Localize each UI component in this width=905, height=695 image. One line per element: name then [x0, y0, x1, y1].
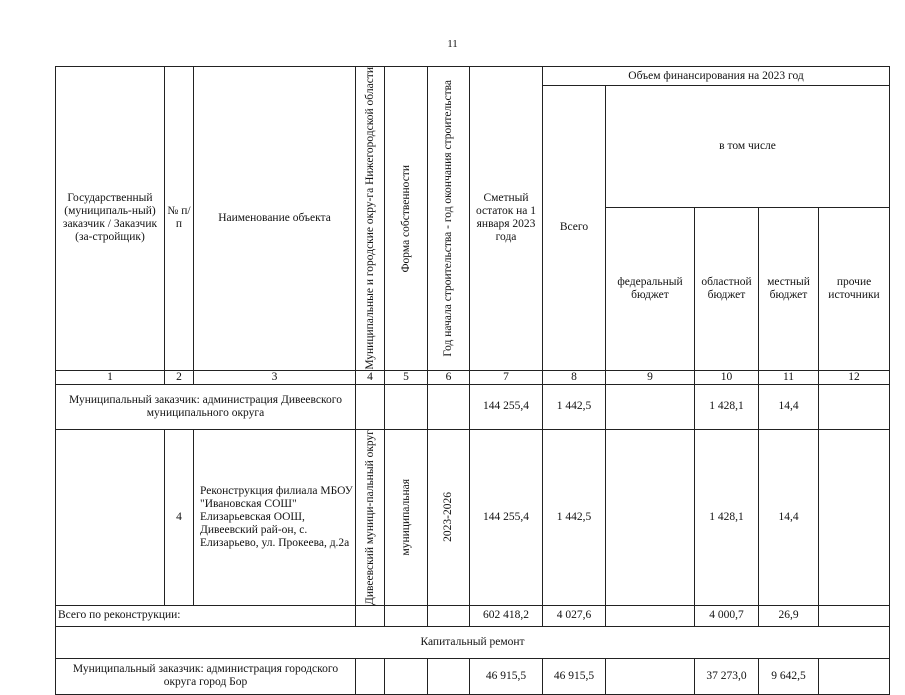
bor-estimate: 46 915,5 [470, 658, 543, 694]
reconstruction-total-estimate: 602 418,2 [470, 605, 543, 626]
reconstruction-total-regional: 4 000,7 [695, 605, 759, 626]
column-number: 9 [606, 370, 695, 384]
reconstruction-total-total: 4 027,6 [543, 605, 606, 626]
header-years-cell [428, 67, 470, 371]
column-number: 11 [759, 370, 819, 384]
table-row [56, 429, 890, 605]
header-including: в том числе [606, 86, 890, 208]
diveevo-local: 14,4 [759, 384, 819, 429]
header-estimate: Сметный остаток на 1 января 2023 года [470, 67, 543, 371]
object-4-num: 4 [165, 429, 194, 605]
reconstruction-total-local: 26,9 [759, 605, 819, 626]
object-4-ownership: муниципальная [399, 478, 412, 556]
header-num: № п/п [165, 67, 194, 371]
column-number: 10 [695, 370, 759, 384]
header-ownership-cell [385, 67, 428, 371]
diveevo-regional: 1 428,1 [695, 384, 759, 429]
reconstruction-total-label: Всего по реконструкции: [56, 605, 356, 626]
diveevo-total: 1 442,5 [543, 384, 606, 429]
header-years: Год начала строительства - год окончания строительства [442, 80, 455, 357]
object-4-total: 1 442,5 [543, 429, 606, 605]
diveevo-customer-label: Муниципальный заказчик: администрация Дивеевского муниципального округа [56, 384, 356, 429]
page-number: 11 [447, 38, 458, 50]
object-4-name: Реконструкция филиала МБОУ "Ивановская СОШ" Елизарьевская ООШ, Дивеевский рай-он, с. Елизарьево, ул. Прокеева, д.2а [194, 429, 356, 605]
header-object-name: Наименование объекта [194, 67, 356, 371]
header-federal: федеральный бюджет [606, 207, 695, 370]
table-row [56, 384, 890, 429]
object-4-years: 2023-2026 [442, 492, 455, 543]
header-total: Всего [543, 86, 606, 371]
object-4-regional: 1 428,1 [695, 429, 759, 605]
object-4-years-cell [428, 429, 470, 605]
table-row [56, 605, 890, 626]
header-funding-group: Объем финансирования на 2023 год [543, 67, 890, 86]
header-regional: областной бюджет [695, 207, 759, 370]
table-row [56, 658, 890, 694]
bor-total: 46 915,5 [543, 658, 606, 694]
object-4-local: 14,4 [759, 429, 819, 605]
header-municipality: Муниципальные и городские окру-га Нижегородской области [363, 67, 376, 370]
bor-regional: 37 273,0 [695, 658, 759, 694]
column-number: 8 [543, 370, 606, 384]
table-row [56, 626, 890, 658]
column-number: 4 [356, 370, 385, 384]
diveevo-estimate: 144 255,4 [470, 384, 543, 429]
header-customer: Государственный (муниципаль-ный) заказчик / Заказчик (за-стройщик) [56, 67, 165, 371]
column-number: 1 [56, 370, 165, 384]
object-4-municipality: Дивеевский муници-пальный округ [363, 429, 376, 605]
header-ownership: Форма собственности [399, 164, 412, 273]
capital-repair-section: Капитальный ремонт [56, 626, 890, 658]
header-municipality-cell [356, 67, 385, 371]
financing-table [55, 66, 890, 695]
column-number: 2 [165, 370, 194, 384]
column-number: 7 [470, 370, 543, 384]
object-4-estimate: 144 255,4 [470, 429, 543, 605]
column-number: 5 [385, 370, 428, 384]
object-4-ownership-cell [385, 429, 428, 605]
header-other: прочие источники [819, 207, 890, 370]
column-number: 12 [819, 370, 890, 384]
column-number: 6 [428, 370, 470, 384]
object-4-municipality-cell [356, 429, 385, 605]
bor-local: 9 642,5 [759, 658, 819, 694]
header-local: местный бюджет [759, 207, 819, 370]
column-number: 3 [194, 370, 356, 384]
bor-customer-label: Муниципальный заказчик: администрация городского округа город Бор [56, 658, 356, 694]
